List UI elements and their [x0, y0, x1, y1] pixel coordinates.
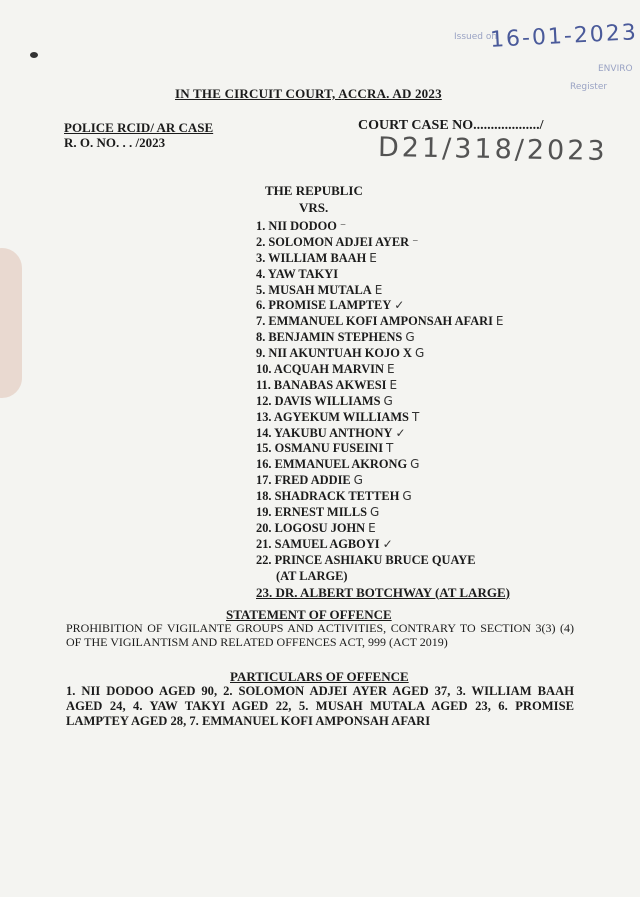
- accused-item: [256, 394, 510, 410]
- accused-item: [256, 505, 510, 521]
- accused-item: [256, 553, 510, 585]
- accused-name: 6. PROMISE LAMPTEY: [256, 298, 392, 313]
- handwritten-mark: G: [383, 393, 393, 408]
- accused-list: [256, 219, 510, 600]
- handwritten-mark: G: [405, 330, 415, 345]
- police-case-block: [64, 120, 213, 150]
- statement-body: PROHIBITION OF VIGILANTE GROUPS AND ACTIVITIES, CONTRARY TO SECTION 3(3) (4) OF THE VIGILANTISM AND RELATED OFFENCES ACT, 999 (ACT 2019): [66, 621, 574, 649]
- accused-name: 7. EMMANUEL KOFI AMPONSAH AFARI: [256, 314, 493, 329]
- stamp-date: 16-01-2023: [489, 20, 639, 53]
- accused-name: 20. LOGOSU JOHN: [256, 520, 366, 535]
- handwritten-mark: E: [389, 377, 398, 392]
- accused-name: 11. BANABAS AKWESI: [256, 377, 387, 392]
- accused-item: [256, 441, 510, 457]
- parties-block: [265, 182, 363, 216]
- accused-item: [256, 489, 510, 505]
- court-title: IN THE CIRCUIT COURT, ACCRA. AD 2023: [175, 86, 442, 101]
- accused-item: [256, 267, 510, 283]
- handwritten-mark: ✓: [395, 425, 406, 440]
- accused-name: 19. ERNEST MILLS: [256, 505, 367, 520]
- accused-name: 10. ACQUAH MARVIN: [256, 362, 384, 377]
- particulars-body: 1. NII DODOO AGED 90, 2. SOLOMON ADJEI AYER AGED 37, 3. WILLIAM BAAH AGED 24, 4. YAW TAKYI AGED 22, 5. MUSAH MUTALA AGED 23, 6. PROMISE LAMPTEY AGED 28, 7. EMMANUEL KOFI AMPONSAH AFARI: [66, 684, 574, 728]
- handwritten-mark: E: [374, 282, 383, 297]
- accused-item: [256, 457, 510, 473]
- accused-item: [256, 330, 510, 346]
- republic-label: THE REPUBLIC: [265, 183, 363, 198]
- accused-item: [256, 537, 510, 553]
- accused-item: [256, 251, 510, 267]
- accused-name: 21. SAMUEL AGBOYI: [256, 536, 380, 551]
- accused-item-last: 23. DR. ALBERT BOTCHWAY (AT LARGE): [256, 584, 510, 600]
- finger-shadow: [0, 248, 22, 398]
- handwritten-mark: G: [410, 457, 420, 472]
- stamp-faint-top: Issued on: [454, 32, 498, 42]
- versus-label: VRS.: [299, 200, 329, 215]
- handwritten-mark: G: [414, 346, 425, 361]
- accused-name: 2. SOLOMON ADJEI AYER: [256, 234, 410, 249]
- punch-hole: [30, 52, 38, 58]
- handwritten-mark: E: [369, 250, 377, 265]
- accused-name: 1. NII DODOO: [256, 219, 337, 233]
- accused-item: [256, 378, 510, 394]
- handwritten-mark: ✓: [382, 536, 393, 551]
- accused-name: 13. AGYEKUM WILLIAMS: [256, 409, 409, 424]
- accused-item: [256, 410, 510, 426]
- accused-name: 15. OSMANU FUSEINI: [256, 441, 384, 456]
- accused-name: 14. YAKUBU ANTHONY: [256, 425, 393, 440]
- handwritten-mark: E: [495, 314, 504, 329]
- accused-item: [256, 346, 510, 362]
- accused-name: 22. PRINCE ASHIAKU BRUCE QUAYE: [256, 552, 476, 567]
- accused-item: [256, 314, 510, 330]
- stamp-faint-bottom: Register: [570, 82, 608, 92]
- accused-name: 9. NII AKUNTUAH KOJO X: [256, 346, 412, 361]
- handwritten-mark: T: [411, 409, 420, 424]
- court-case-label: COURT CASE NO.................../: [358, 118, 544, 133]
- accused-item: [256, 283, 510, 299]
- accused-name: 4. YAW TAKYI: [256, 266, 339, 281]
- received-stamp: [440, 18, 640, 108]
- accused-name: 16. EMMANUEL AKRONG: [256, 457, 408, 472]
- handwritten-mark: G: [402, 489, 412, 504]
- police-case-label: POLICE RCID/ AR CASE: [64, 120, 214, 135]
- accused-item: [256, 521, 510, 537]
- accused-name: 12. DAVIS WILLIAMS: [256, 393, 381, 408]
- handwritten-mark: T: [386, 441, 394, 456]
- handwritten-mark: G: [369, 505, 380, 520]
- accused-item: [256, 235, 510, 251]
- handwritten-mark: E: [386, 362, 395, 377]
- handwritten-mark: G: [353, 473, 363, 488]
- handwritten-mark: ✓: [394, 298, 405, 313]
- accused-item: [256, 219, 510, 235]
- accused-note: (AT LARGE): [276, 568, 348, 583]
- accused-name: 17. FRED ADDIE: [256, 473, 351, 488]
- statement-title: STATEMENT OF OFFENCE: [226, 607, 392, 622]
- handwritten-mark: E: [368, 520, 376, 535]
- accused-name: 3. WILLIAM BAAH: [256, 250, 367, 265]
- accused-name: 18. SHADRACK TETTEH: [256, 489, 400, 504]
- handwritten-mark: ⁻: [412, 234, 419, 249]
- accused-name: 5. MUSAH MUTALA: [256, 282, 372, 297]
- particulars-title: PARTICULARS OF OFFENCE: [230, 669, 409, 684]
- court-case-number-handwritten: D21/318/2023: [377, 131, 608, 168]
- handwritten-mark: ⁻: [339, 219, 347, 233]
- accused-item: [256, 362, 510, 378]
- ro-number: R. O. NO. . . /2023: [64, 135, 166, 150]
- accused-item: [256, 426, 510, 442]
- stamp-faint-mid: ENVIRO: [598, 64, 633, 74]
- accused-item: [256, 298, 510, 314]
- accused-item: [256, 473, 510, 489]
- accused-name: 8. BENJAMIN STEPHENS: [256, 330, 403, 345]
